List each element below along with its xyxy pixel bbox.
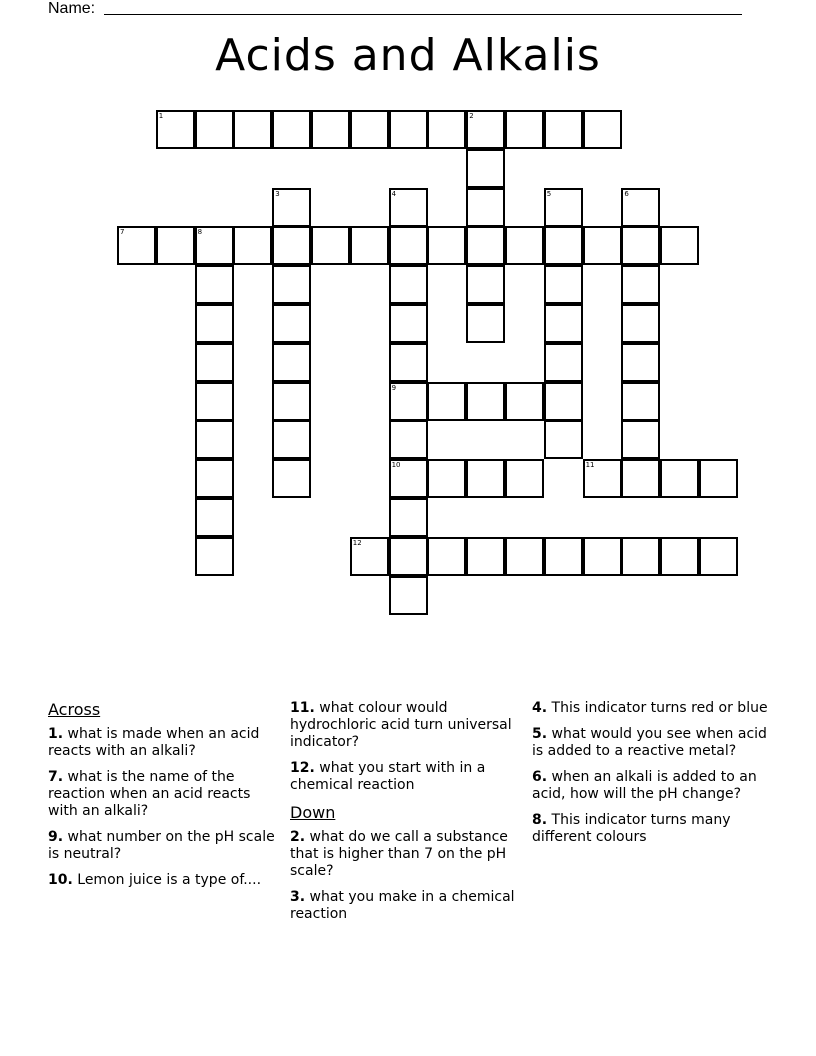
clue-across-11	[290, 700, 526, 751]
grid-cell[interactable]	[427, 537, 466, 576]
grid-cell[interactable]	[350, 537, 389, 576]
cell-number: 8	[197, 228, 203, 237]
clue-text: what is the name of the reaction when an acid reacts with an alkali?	[48, 769, 251, 819]
cell-number: 2	[469, 112, 474, 120]
grid-cell[interactable]	[272, 343, 311, 382]
clues-column-3	[532, 700, 768, 855]
grid-cell[interactable]	[195, 304, 234, 343]
grid-cell[interactable]	[544, 420, 583, 459]
clue-across-1	[48, 726, 284, 760]
grid-cell[interactable]	[621, 188, 660, 227]
grid-cell[interactable]	[350, 226, 389, 265]
grid-cell[interactable]	[389, 110, 428, 149]
cell-number: 1	[158, 112, 164, 120]
clue-text: Lemon juice is a type of....	[77, 872, 262, 888]
grid-cell[interactable]	[195, 265, 234, 304]
grid-cell[interactable]	[389, 188, 428, 227]
grid-cell[interactable]	[621, 265, 660, 304]
grid-cell[interactable]	[195, 420, 234, 459]
grid-cell[interactable]	[583, 226, 622, 265]
grid-cell[interactable]	[466, 382, 505, 421]
grid-cell[interactable]	[466, 149, 505, 188]
cell-number: 4	[391, 189, 397, 198]
grid-cell[interactable]	[272, 188, 311, 227]
clue-text: what you make in a chemical reaction	[290, 889, 515, 922]
grid-cell[interactable]	[505, 537, 544, 576]
clue-down-8	[532, 812, 768, 846]
grid-cell[interactable]	[389, 265, 428, 304]
across-heading: Across	[48, 700, 101, 719]
grid-cell[interactable]	[505, 459, 544, 498]
grid-cell[interactable]	[583, 537, 622, 576]
cell-number: 3	[275, 189, 280, 198]
grid-cell[interactable]	[544, 226, 583, 265]
grid-cell[interactable]	[427, 382, 466, 421]
grid-cell[interactable]	[466, 188, 505, 227]
grid-cell[interactable]	[389, 498, 428, 537]
grid-cell[interactable]	[660, 226, 699, 265]
clue-text: This indicator turns red or blue	[551, 700, 768, 716]
cell-number: 9	[391, 383, 397, 392]
grid-cell[interactable]	[195, 459, 234, 498]
clue-text: when an alkali is added to an acid, how will the pH change?	[532, 769, 757, 802]
grid-cell[interactable]	[466, 459, 505, 498]
grid-cell[interactable]	[272, 304, 311, 343]
clue-number: 9.	[48, 829, 64, 845]
grid-cell[interactable]	[389, 226, 428, 265]
grid-cell[interactable]	[544, 537, 583, 576]
grid-cell[interactable]	[505, 110, 544, 149]
grid-cell[interactable]	[427, 110, 466, 149]
grid-cell[interactable]	[389, 576, 428, 615]
grid-cell[interactable]	[621, 537, 660, 576]
grid-cell[interactable]	[427, 459, 466, 498]
grid-cell[interactable]	[660, 537, 699, 576]
grid-cell[interactable]	[272, 459, 311, 498]
grid-cell[interactable]	[466, 110, 505, 149]
grid-cell[interactable]	[272, 110, 311, 149]
clue-number: 3.	[290, 889, 306, 905]
grid-cell[interactable]	[544, 382, 583, 421]
grid-cell[interactable]	[195, 382, 234, 421]
name-label: Name:	[48, 0, 96, 17]
grid-cell[interactable]	[699, 459, 738, 498]
grid-cell[interactable]	[660, 459, 699, 498]
grid-cell[interactable]	[272, 382, 311, 421]
cell-number: 12	[352, 538, 362, 547]
grid-cell[interactable]	[505, 382, 544, 421]
grid-cell[interactable]	[621, 343, 660, 382]
clue-text: what would you see when acid is added to a reactive metal?	[532, 726, 767, 759]
grid-cell[interactable]	[544, 343, 583, 382]
grid-cell[interactable]	[389, 459, 428, 498]
grid-cell[interactable]	[544, 304, 583, 343]
grid-cell[interactable]	[272, 226, 311, 265]
clue-text: what you start with in a chemical reaction	[290, 760, 486, 793]
grid-cell[interactable]	[621, 459, 660, 498]
grid-cell[interactable]	[699, 537, 738, 576]
cell-number: 7	[120, 228, 125, 237]
clue-text: what is made when an acid reacts with an alkali?	[48, 726, 260, 759]
grid-cell[interactable]	[583, 459, 622, 498]
clue-number: 6.	[532, 769, 548, 785]
cell-number: 10	[391, 461, 401, 470]
grid-cell[interactable]	[195, 343, 234, 382]
grid-cell[interactable]	[621, 420, 660, 459]
down-heading: Down	[290, 803, 336, 822]
grid-cell[interactable]	[583, 110, 622, 149]
grid-cell[interactable]	[389, 382, 428, 421]
grid-cell[interactable]	[272, 265, 311, 304]
clue-number: 7.	[48, 769, 64, 785]
grid-cell[interactable]	[427, 226, 466, 265]
grid-cell[interactable]	[505, 226, 544, 265]
clue-number: 10.	[48, 872, 73, 888]
cell-number: 11	[585, 461, 595, 470]
clue-across-7	[48, 769, 284, 820]
clue-text: what number on the pH scale is neutral?	[48, 829, 275, 862]
clue-down-2	[290, 829, 526, 880]
clue-number: 12.	[290, 760, 315, 776]
grid-cell[interactable]	[156, 226, 195, 265]
grid-cell[interactable]	[350, 110, 389, 149]
clue-down-3	[290, 889, 526, 923]
clue-across-9	[48, 829, 284, 863]
clue-number: 1.	[48, 726, 64, 742]
clue-number: 8.	[532, 812, 548, 828]
grid-cell[interactable]	[195, 226, 234, 265]
clue-across-12	[290, 760, 526, 794]
grid-cell[interactable]	[466, 265, 505, 304]
grid-cell[interactable]	[311, 226, 350, 265]
grid-cell[interactable]	[544, 265, 583, 304]
grid-cell[interactable]	[195, 498, 234, 537]
grid-cell[interactable]	[195, 537, 234, 576]
grid-cell[interactable]	[389, 537, 428, 576]
grid-cell[interactable]	[389, 420, 428, 459]
grid-cell[interactable]	[621, 382, 660, 421]
clue-down-6	[532, 769, 768, 803]
grid-cell[interactable]	[621, 304, 660, 343]
clue-number: 11.	[290, 700, 315, 716]
clue-number: 2.	[290, 829, 306, 845]
clue-text: This indicator turns many different colours	[532, 812, 731, 845]
grid-cell[interactable]	[233, 110, 272, 149]
clue-text: what colour would hydrochloric acid turn universal indicator?	[290, 700, 512, 750]
clue-number: 5.	[532, 726, 548, 742]
clue-down-4	[532, 700, 768, 717]
grid-cell[interactable]	[466, 537, 505, 576]
grid-cell[interactable]	[544, 188, 583, 227]
clues-column-2	[290, 700, 526, 932]
clues-column-1	[48, 700, 284, 898]
grid-cell[interactable]	[195, 110, 234, 149]
grid-cell[interactable]	[466, 226, 505, 265]
grid-cell[interactable]	[389, 304, 428, 343]
grid-cell[interactable]	[389, 343, 428, 382]
clue-text: what do we call a substance that is higher than 7 on the pH scale?	[290, 829, 508, 879]
grid-cell[interactable]	[233, 226, 272, 265]
clue-number: 4.	[532, 700, 548, 716]
grid-cell[interactable]	[272, 420, 311, 459]
grid-cell[interactable]	[117, 226, 156, 265]
clue-across-10	[48, 872, 284, 889]
cell-number: 5	[546, 189, 552, 198]
grid-cell[interactable]	[466, 304, 505, 343]
cell-number: 6	[624, 189, 629, 198]
grid-cell[interactable]	[544, 110, 583, 149]
grid-cell[interactable]	[311, 110, 350, 149]
page-title: Acids and Alkalis	[215, 30, 601, 81]
grid-cell[interactable]	[621, 226, 660, 265]
clue-down-5	[532, 726, 768, 760]
grid-cell[interactable]	[156, 110, 195, 149]
